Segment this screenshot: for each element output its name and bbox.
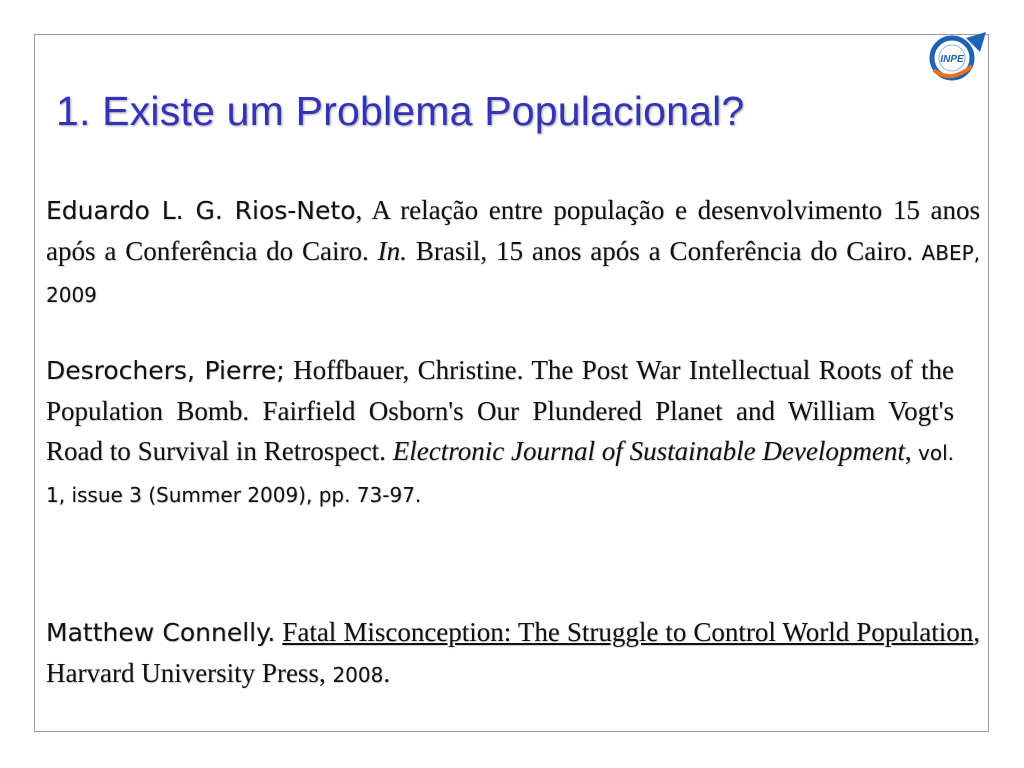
ref-work-title: A relação entre população e desenvolvimento 15 anos após a Conferência do Cairo. xyxy=(46,195,980,266)
ref-publisher: , Harvard University Press, xyxy=(46,617,980,688)
ref-journal: Electronic Journal of Sustainable Development xyxy=(385,436,905,466)
ref-coauthor: Hoffbauer, Christine. xyxy=(284,355,524,385)
ref-separator: , xyxy=(355,195,372,225)
ref-end: . xyxy=(383,658,391,688)
reference-connelly xyxy=(46,612,980,695)
inpe-logo-icon xyxy=(920,26,992,86)
reference-rios-neto xyxy=(46,190,980,315)
ref-work-title-link[interactable]: Fatal Misconception: The Struggle to Control World Population xyxy=(282,617,974,647)
svg-text:INPE: INPE xyxy=(940,54,964,65)
ref-author: Eduardo L. G. Rios-Neto xyxy=(46,196,356,225)
ref-author: Matthew Connelly. xyxy=(46,618,276,647)
inpe-logo xyxy=(920,26,992,86)
ref-details: vol. 1, issue 3 (Summer 2009), pp. 73-97. xyxy=(46,441,955,507)
ref-year: 2008 xyxy=(332,663,384,687)
ref-publisher: ABEP, 2009 xyxy=(46,241,980,307)
reference-desrochers xyxy=(46,350,954,515)
ref-author: Desrochers, Pierre; xyxy=(46,356,285,385)
ref-separator: , xyxy=(904,436,912,466)
page-title: 1. Existe um Problema Populacional? xyxy=(56,88,745,134)
ref-work-title: The Post War Intellectual Roots of the Population Bomb. Fairfield Osborn's Our Plundered Planet and William Vogt's Road to Survival in Retrospect. xyxy=(46,355,954,466)
ref-source: Brasil, 15 anos após a Conferência do Cairo. xyxy=(415,236,914,266)
ref-in-label: In. xyxy=(377,236,407,266)
